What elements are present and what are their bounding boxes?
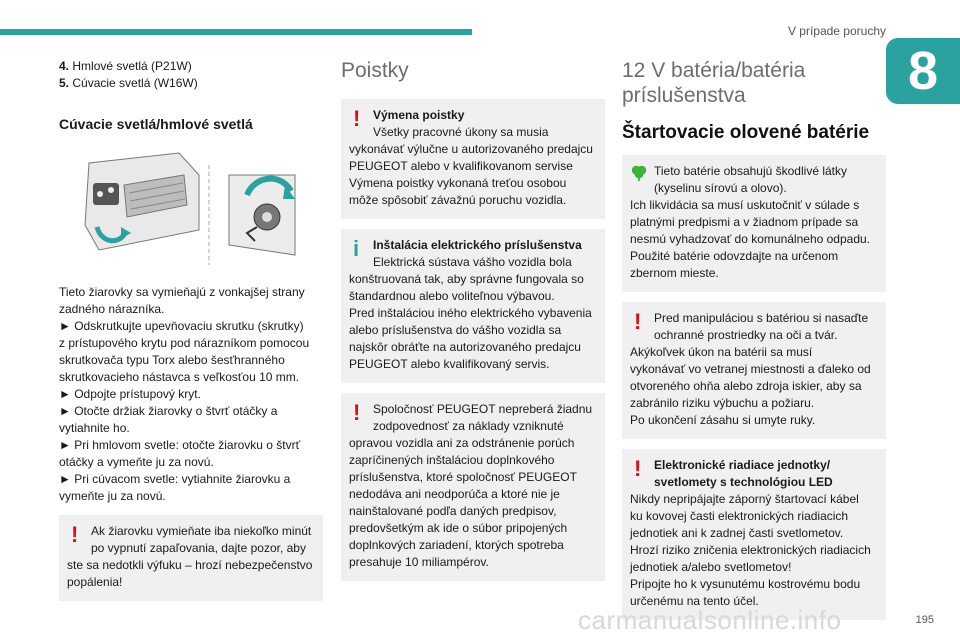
bumper-illustration (59, 145, 299, 265)
text-line: jednotiek a/alebo svetlometov! (630, 560, 792, 574)
text-line: Výmena poistky vykonaná treťou osobou (349, 176, 567, 190)
page-number: 195 (915, 614, 934, 626)
text-line: ► Otočte držiak žiarovky o štvrť otáčky a (59, 404, 278, 418)
text-line: po vypnutí zapaľovania, dajte pozor, aby (91, 541, 306, 555)
text-line: zbernom mieste. (630, 266, 719, 280)
warning-icon: ! (353, 400, 361, 425)
text-line: platnými predpismi a v žiadnom prípade sa (630, 215, 859, 229)
box-title: Výmena poistky (373, 108, 465, 122)
text-line: najskôr obráťte na autorizovaného predajcu (349, 340, 581, 354)
text-line: presahuje 10 miliampérov. (349, 555, 489, 569)
recycle-leaf-icon (630, 163, 648, 181)
box-title: Elektronické riadiace jednotky/ (654, 458, 831, 472)
text-line: jednotiek ani k zadnej časti svetlometov. (630, 526, 844, 540)
title-line: príslušenstva (622, 84, 746, 107)
text-line: skrutkovacieho nástavca s veľkosťou 10 mm. (59, 370, 300, 384)
text-line: zadného nárazníka. (59, 302, 165, 316)
text-line: otvoreného ohňa alebo zdroja iskier, aby sa (630, 379, 862, 393)
text-line: určenému na tento účel. (630, 594, 759, 608)
warning-icon: ! (71, 522, 79, 547)
text-line: ► Pri hmlovom svetle: otočte žiarovku o štvrť (59, 438, 301, 452)
title-line: 12 V batéria/batéria (622, 59, 806, 82)
warning-box (341, 99, 605, 219)
text-line: opravou vozidla ani za odstránenie porúch (349, 436, 575, 450)
text-line: alebo príslušenstva do vášho vozidla sa (349, 323, 562, 337)
instructions (59, 284, 323, 505)
text-line: Elektrická sústava vášho vozidla bola (373, 255, 572, 269)
text-line: príslušenstva, ktoré spoločnosť PEUGEOT (349, 470, 577, 484)
info-icon: i (353, 236, 360, 261)
text-line: vykonávať vo vetranej miestnosti a ďaleko od (630, 362, 871, 376)
text-line: zodpovednosť za náklady vzniknuté (373, 419, 564, 433)
text-line: nedodáva ani neodporúča a ktoré nie je (349, 487, 560, 501)
section-subtitle: Štartovacie olovené batérie (622, 122, 870, 143)
text-line: nesmú vyhadzovať do komunálneho odpadu. (630, 232, 870, 246)
text-line: vymeňte ju za novú. (59, 489, 166, 503)
text-line: Spoločnosť PEUGEOT nepreberá žiadnu (373, 402, 593, 416)
text-line: ku kovovej časti elektronických riadiacich (630, 509, 849, 523)
header-accent-bar (0, 29, 472, 35)
info-box (341, 229, 605, 383)
warning-icon: ! (353, 106, 361, 131)
text-line: Akýkoľvek úkon na batérii sa musí (630, 345, 813, 359)
text-line: ochranné prostriedky na oči a tvár. (654, 328, 838, 342)
running-header: V prípade poruchy (787, 24, 886, 38)
warning-box (341, 393, 605, 581)
text-line: PEUGEOT alebo v kvalifikovanom servise (349, 159, 573, 173)
text-line: popálenia! (67, 575, 123, 589)
list-item: 4. Hmlové svetlá (P21W) (59, 59, 192, 73)
text-line: Pred manipuláciou s batériou si nasaďte (654, 311, 869, 325)
text-line: Ich likvidácia sa musí uskutočniť v súlade s (630, 198, 860, 212)
column-1 (59, 58, 323, 611)
column-3 (622, 58, 886, 630)
section-title-battery (622, 58, 886, 108)
text-line: ► Odpojte prístupový kryt. (59, 387, 201, 401)
text-line: konštruovaná tak, aby správne fungovala so (349, 272, 584, 286)
text-line: ste sa nedotkli výfuku – hrozí nebezpečenstvo (67, 558, 313, 572)
text-line: zabránilo riziku výbuchu a požiaru. (630, 396, 815, 410)
warning-box (622, 449, 886, 620)
text-line: Všetky pracovné úkony sa musia (373, 125, 549, 139)
warning-icon: ! (634, 309, 642, 334)
section-title-fuses: Poistky (341, 59, 409, 82)
text-line: ► Odskrutkujte upevňovaciu skrutku (skrutky) (59, 319, 304, 333)
text-line: Pred inštaláciou iného elektrického vybavenia (349, 306, 592, 320)
text-line: doplnkových zariadení, ktorých spotreba (349, 538, 564, 552)
warning-icon: ! (634, 456, 642, 481)
text-line: môže spôsobiť závažnú poruchu vozidla. (349, 193, 567, 207)
bulb-list (59, 58, 323, 92)
text-line: otáčky a vymeňte ju za novú. (59, 455, 214, 469)
text-line: Ak žiarovku vymieňate iba niekoľko minút (91, 524, 312, 538)
text-line: ► Pri cúvacom svetle: vytiahnite žiarovku a (59, 472, 291, 486)
text-line: Pripojte ho k vysunutému kostrovému bodu (630, 577, 861, 591)
recycling-box (622, 155, 886, 292)
text-line: Nikdy nepripájajte záporný štartovací kábel (630, 492, 859, 506)
box-title: Inštalácia elektrického príslušenstva (373, 238, 582, 252)
text-line: Použité batérie odovzdajte na určenom (630, 249, 839, 263)
text-line: Tieto žiarovky sa vymieňajú z vonkajšej strany (59, 285, 305, 299)
column-2 (341, 58, 605, 591)
warning-box (622, 302, 886, 439)
text-line: vytiahnite ho. (59, 421, 130, 435)
box-title: svetlomety s technológiou LED (654, 475, 833, 489)
text-line: nainštalované podľa daných predpisov, (349, 504, 557, 518)
warning-box (59, 515, 323, 601)
text-line: vykonávať výlučne u autorizovaného predajcu (349, 142, 593, 156)
text-line: predovšetkým ak ide o súbor pripojených (349, 521, 568, 535)
text-line: z prístupového krytu pod nárazníkom pomocou (59, 336, 310, 350)
text-line: (kyselinu sírovú a olovo). (654, 181, 787, 195)
text-line: Po ukončení zásahu si umyte ruky. (630, 413, 816, 427)
text-line: PEUGEOT alebo kvalifikovaný servis. (349, 357, 550, 371)
list-item: 5. Cúvacie svetlá (W16W) (59, 76, 198, 90)
text-line: Hrozí riziko zničenia elektronických riadiacich (630, 543, 871, 557)
text-line: zapríčinených inštaláciou doplnkového (349, 453, 555, 467)
text-line: štandardnou alebo voliteľnou výbavou. (349, 289, 555, 303)
chapter-badge: 8 (886, 38, 960, 104)
text-line: skrutkovača typu Torx alebo šesťhranného (59, 353, 285, 367)
section-heading: Cúvacie svetlá/hmlové svetlá (59, 116, 253, 132)
watermark: carmanualsonline.info (578, 605, 842, 635)
text-line: Tieto batérie obsahujú škodlivé látky (654, 164, 847, 178)
